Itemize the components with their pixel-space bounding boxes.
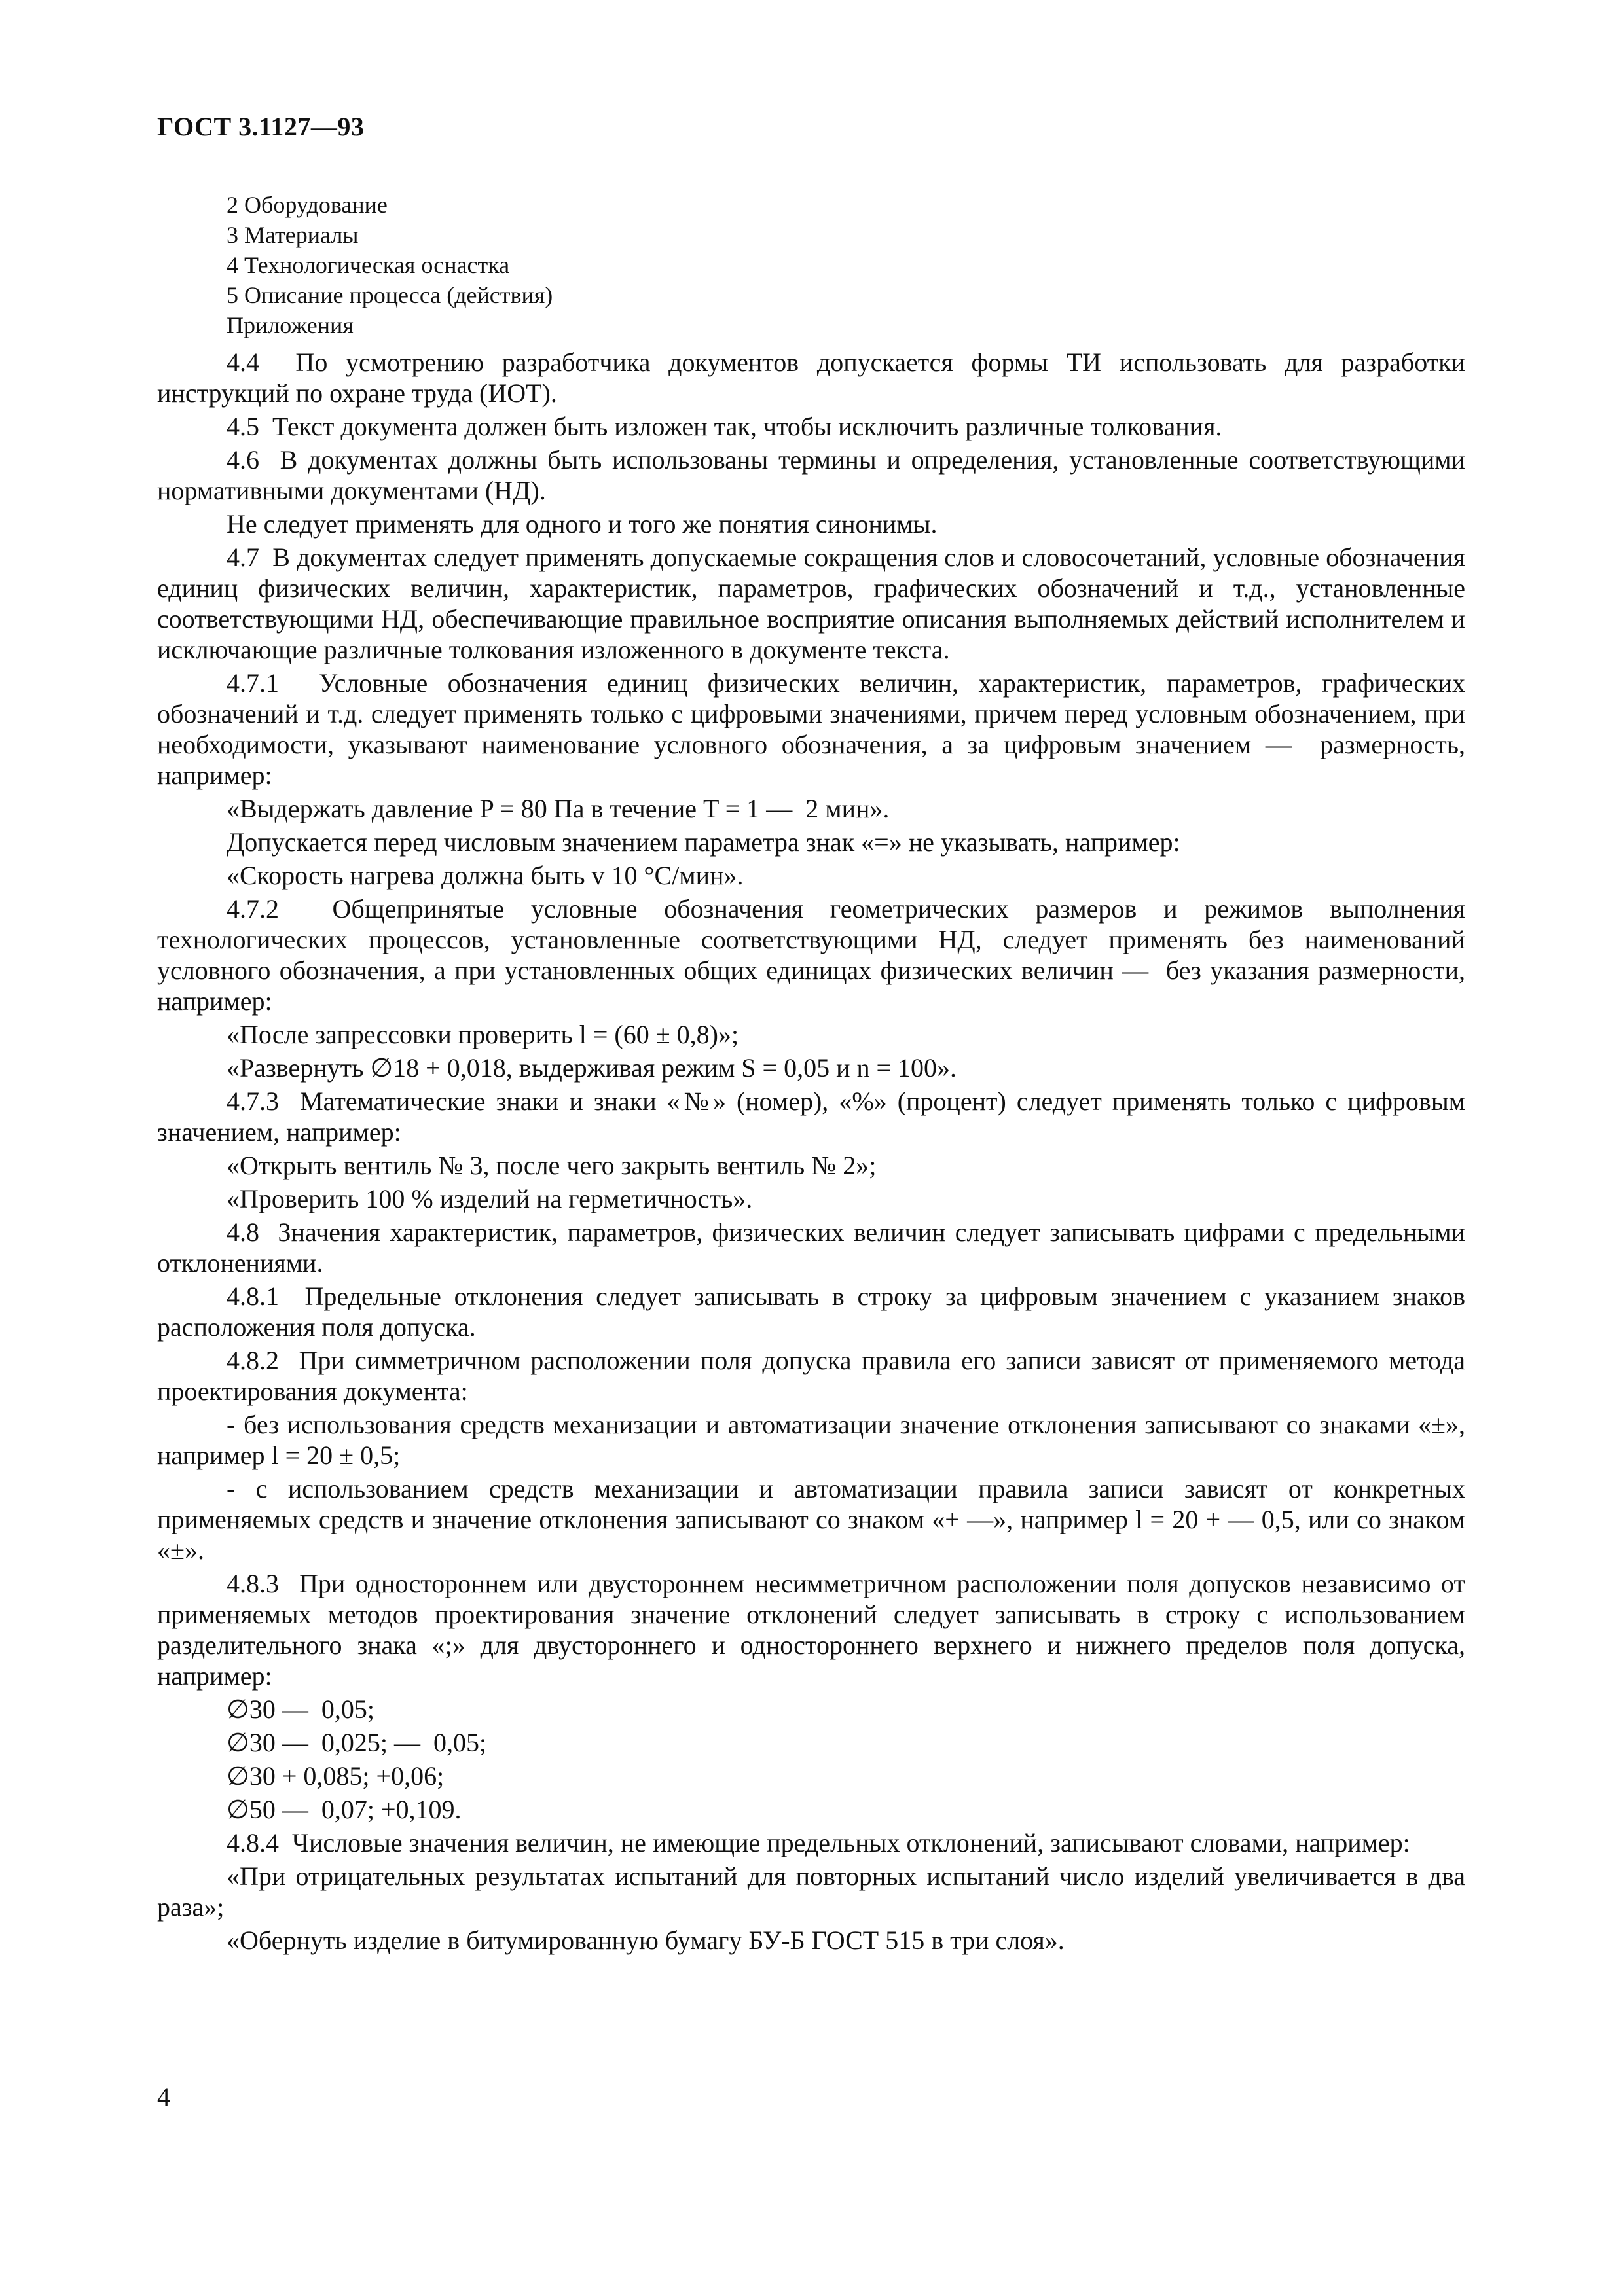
example-line: ∅50 — 0,07; +0,109. bbox=[227, 1795, 462, 1824]
paragraph: 4.7.2 Общепринятые условные обозначения геометрических размеров и режимов выполнения технологических процессов, установленные соответствующими НД, следует применять без наименований условного обозначения, а при установленных общих единицах физических величин — без указания размерности, например: bbox=[157, 894, 1472, 1016]
example-line: «Обернуть изделие в битумированную бумагу БУ-Б ГОСТ 515 в три слоя». bbox=[227, 1926, 1065, 1955]
example-line: «Проверить 100 % изделий на герметичность». bbox=[227, 1184, 753, 1213]
paragraph: 4.8 Значения характеристик, параметров, физических величин следует записывать цифрами с предельными отклонениями. bbox=[157, 1217, 1472, 1278]
example-line: «Скорость нагрева должна быть v 10 °С/мин». bbox=[227, 861, 744, 890]
paragraph: 4.6 В документах должны быть использованы термины и определения, установленные соответствующими нормативными документами (НД). bbox=[157, 445, 1472, 505]
section-list-item: 5 Описание процесса (действия) bbox=[227, 282, 553, 308]
paragraph: «При отрицательных результатах испытаний для повторных испытаний число изделий увеличивается в два раза»; bbox=[157, 1861, 1472, 1922]
example-line: «После запрессовки проверить l = (60 ± 0,8)»; bbox=[227, 1020, 739, 1049]
paragraph: - без использования средств механизации и автоматизации значение отклонения записывают со знаками «±», например l = 20 ± 0,5; bbox=[157, 1410, 1472, 1470]
paragraph: 4.8.4 Числовые значения величин, не имеющие предельных отклонений, записывают словами, например: bbox=[227, 1828, 1410, 1857]
paragraph: 4.8.3 При одностороннем или двустороннем несимметричном расположении поля допусков независимо от применяемых методов проектирования значение отклонений следует записывать в строку с использованием разделительного знака «;» для двустороннего и одностороннего верхнего и нижнего пределов поля допуска, например: bbox=[157, 1569, 1472, 1691]
paragraph: 4.7.3 Математические знаки и знаки «№» (номер), «%» (процент) следует применять только с цифровым значением, например: bbox=[157, 1086, 1472, 1147]
section-list-item: 4 Технологическая оснастка bbox=[227, 252, 510, 278]
example-line: ∅30 — 0,05; bbox=[227, 1695, 374, 1724]
paragraph: 4.4 По усмотрению разработчика документов допускается формы ТИ использовать для разработки инструкций по охране труда (ИОТ). bbox=[157, 348, 1472, 408]
section-list-item: 3 Материалы bbox=[227, 222, 359, 248]
section-list-item: Приложения bbox=[227, 312, 354, 338]
paragraph: 4.5 Текст документа должен быть изложен так, чтобы исключить различные толкования. bbox=[227, 412, 1222, 441]
example-line: Допускается перед числовым значением параметра знак «=» не указывать, например: bbox=[227, 827, 1180, 857]
paragraph: 4.8.1 Предельные отклонения следует записывать в строку за цифровым значением с указанием знаков расположения поля допуска. bbox=[157, 1282, 1472, 1342]
paragraph: 4.7 В документах следует применять допускаемые сокращения слов и словосочетаний, условные обозначения единиц физических величин, характеристик, параметров, графических обозначений и т.д., установленные соответствующими НД, обеспечивающие правильное восприятие описания выполняемых действий исполнителем и исключающие различные толкования изложенного в документе текста. bbox=[157, 543, 1472, 664]
paragraph: - с использованием средств механизации и автоматизации правила записи зависят от конкретных применяемых средств и значение отклонения записывают со знаком «+ —», например l = 20 + — 0,5, или со знаком «±». bbox=[157, 1474, 1472, 1565]
example-line: «Развернуть ∅18 + 0,018, выдерживая режим S = 0,05 и n = 100». bbox=[227, 1053, 957, 1083]
page-number: 4 bbox=[157, 2082, 170, 2111]
example-line: «Выдержать давление P = 80 Па в течение T = 1 — 2 мин». bbox=[227, 794, 890, 823]
section-list-item: 2 Оборудование bbox=[227, 192, 388, 218]
document-code-header: ГОСТ 3.1127—93 bbox=[157, 112, 365, 141]
document-body bbox=[157, 344, 1472, 1956]
example-line: ∅30 + 0,085; +0,06; bbox=[227, 1761, 445, 1791]
paragraph: Не следует применять для одного и того же понятия синонимы. bbox=[227, 509, 938, 539]
example-line: «Открыть вентиль № 3, после чего закрыть вентиль № 2»; bbox=[227, 1151, 877, 1180]
paragraph: 4.8.2 При симметричном расположении поля допуска правила его записи зависят от применяемого метода проектирования документа: bbox=[157, 1346, 1472, 1406]
paragraph: 4.7.1 Условные обозначения единиц физических величин, характеристик, параметров, графических обозначений и т.д. следует применять только с цифровыми значениями, причем перед условным обозначением, при необходимости, указывают наименование условного обозначения, а за цифровым значением — размерность, например: bbox=[157, 668, 1472, 790]
example-line: ∅30 — 0,025; — 0,05; bbox=[227, 1728, 487, 1757]
section-list bbox=[227, 190, 553, 340]
